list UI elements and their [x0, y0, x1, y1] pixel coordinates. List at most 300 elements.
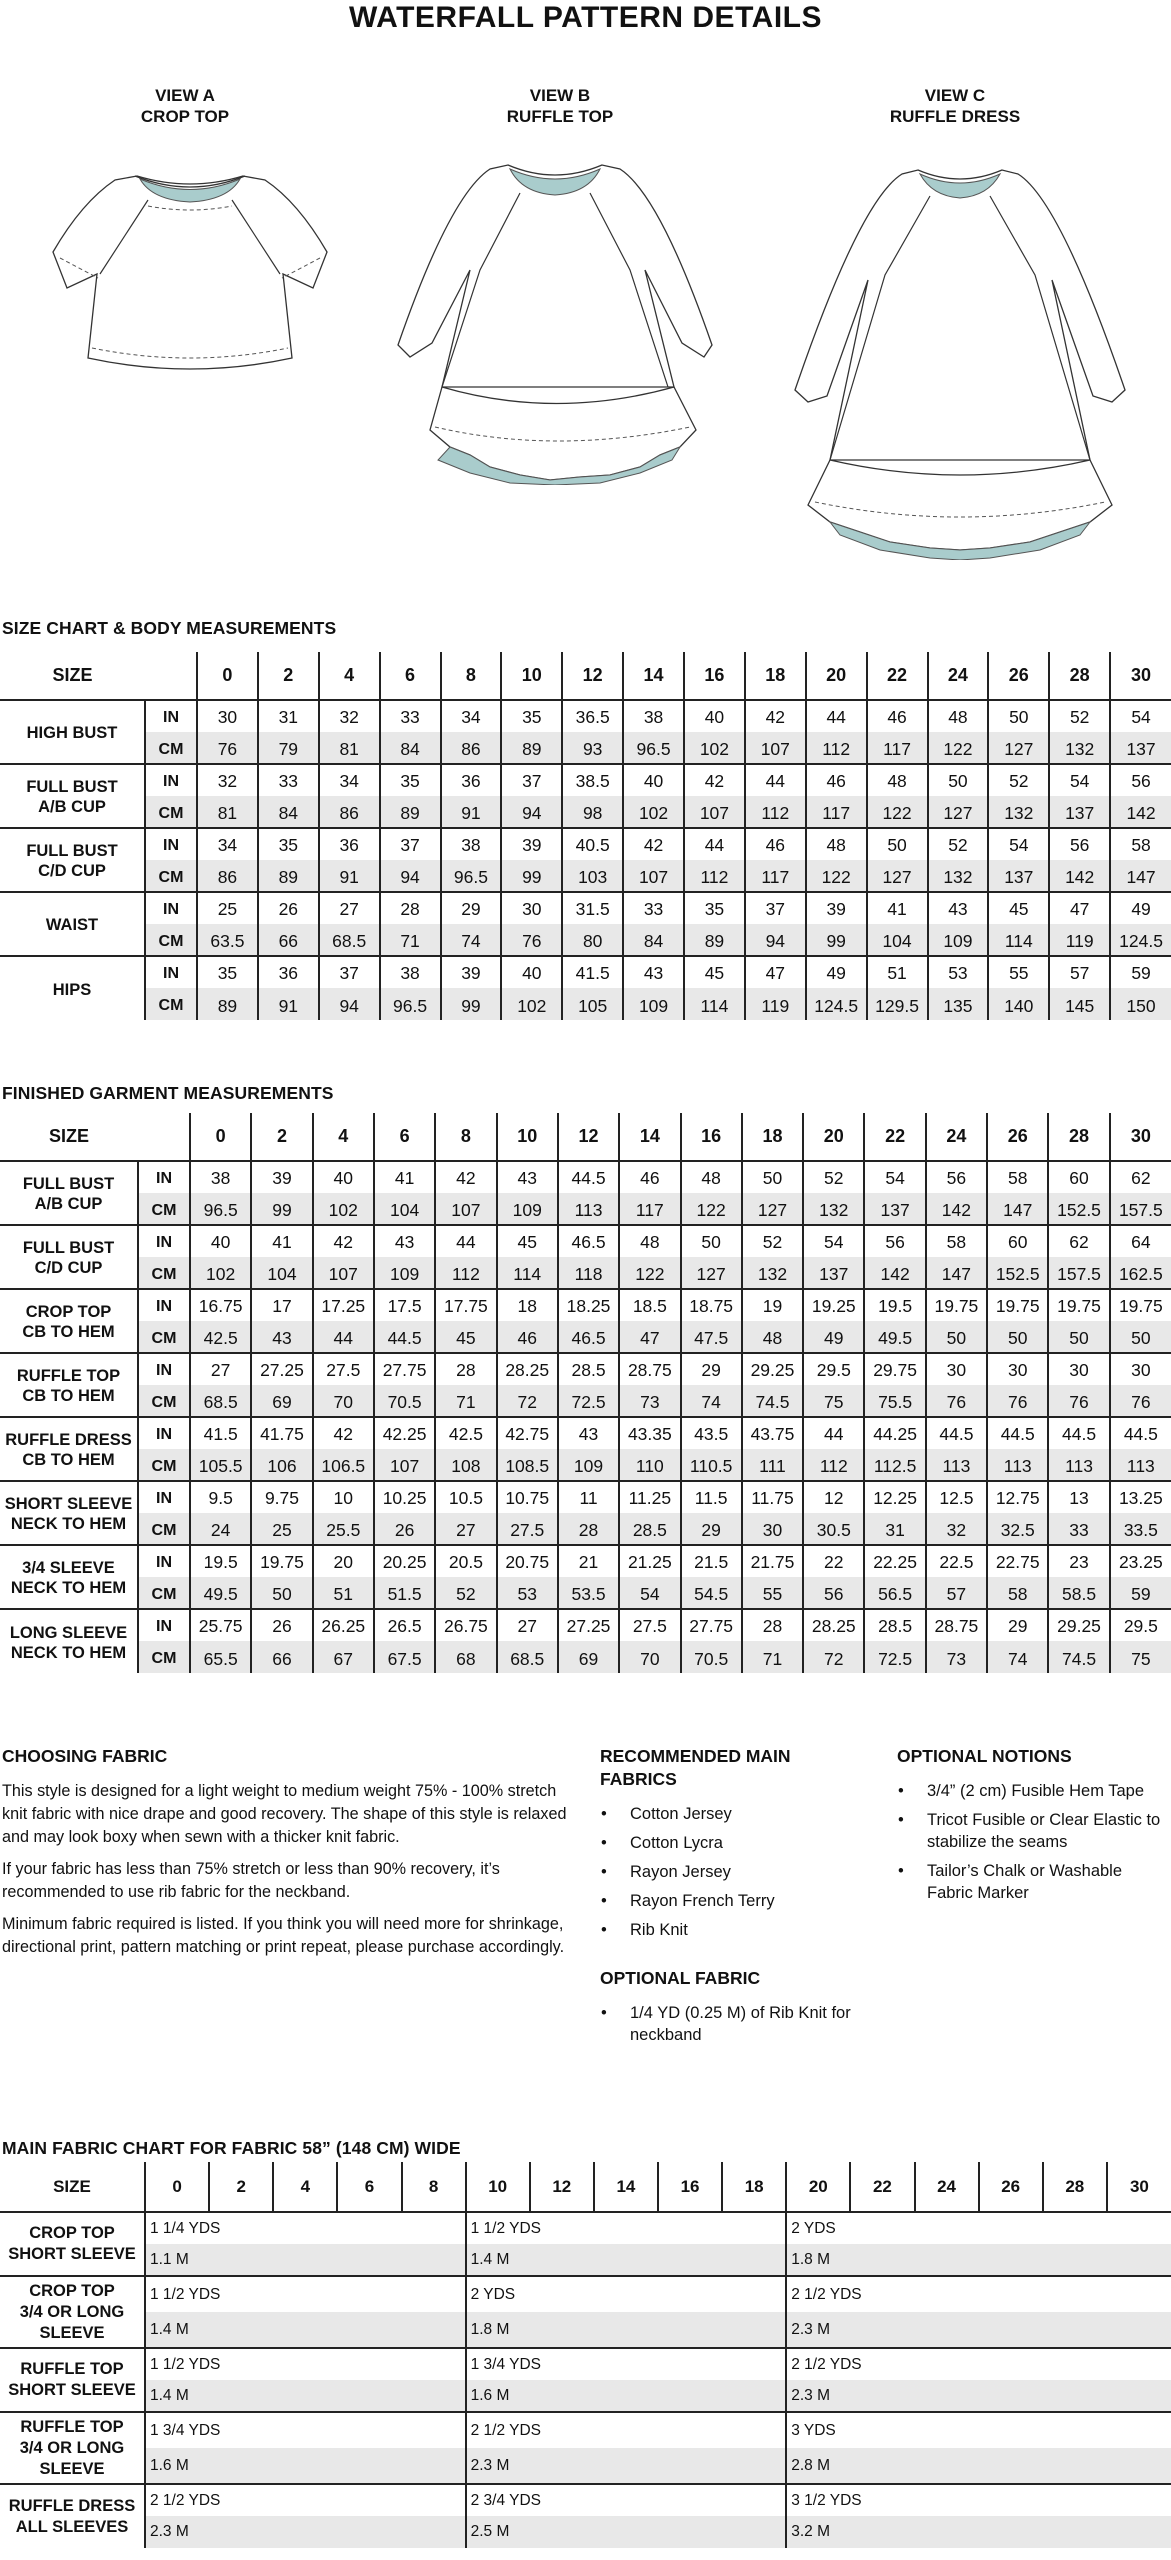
view-b-label: VIEW B: [529, 86, 591, 105]
value-in: 25: [197, 892, 258, 924]
value-in: 43: [497, 1161, 558, 1193]
value-in: 18.25: [558, 1289, 619, 1321]
unit-cm-label: CM: [138, 1641, 190, 1673]
value-cm: 103: [562, 860, 623, 892]
value-cm: 55: [742, 1577, 803, 1609]
value-cm: 66: [251, 1641, 312, 1673]
value-in: 42: [313, 1225, 374, 1257]
value-in: 25.75: [190, 1609, 251, 1641]
value-cm: 75: [803, 1385, 864, 1417]
value-in: 35: [197, 956, 258, 988]
value-in: 12: [803, 1481, 864, 1513]
size-column-header: 16: [684, 652, 745, 700]
value-cm: 49.5: [190, 1577, 251, 1609]
value-cm: 81: [319, 732, 380, 764]
value-in: 53: [928, 956, 989, 988]
value-in: 54: [988, 828, 1049, 860]
value-cm: 109: [374, 1257, 435, 1289]
value-cm: 112: [803, 1449, 864, 1481]
value-in: 9.5: [190, 1481, 251, 1513]
value-cm: 152.5: [1048, 1193, 1109, 1225]
recommended-fabrics-list: [600, 1803, 860, 1941]
yardage-value: 2 1/2 YDS: [466, 2412, 787, 2448]
value-cm: 94: [380, 860, 441, 892]
size-column-header: 6: [374, 1113, 435, 1161]
yardage-value: 2 YDS: [786, 2212, 1171, 2244]
value-cm: 24: [190, 1513, 251, 1545]
view-c-name: RUFFLE DRESS: [889, 107, 1021, 126]
value-cm: 32: [926, 1513, 987, 1545]
value-in: 31: [258, 700, 319, 732]
value-cm: 45: [435, 1321, 496, 1353]
value-cm: 109: [623, 988, 684, 1020]
pattern-views: [0, 85, 1171, 555]
value-in: 43: [558, 1417, 619, 1449]
value-cm: 43: [251, 1321, 312, 1353]
optional-fabric-list: [600, 2002, 860, 2046]
value-in: 19.75: [251, 1545, 312, 1577]
value-cm: 84: [380, 732, 441, 764]
meter-value: 2.5 M: [466, 2516, 787, 2548]
value-cm: 99: [806, 924, 867, 956]
value-in: 17: [251, 1289, 312, 1321]
table-row: [0, 1257, 1171, 1289]
size-column-header: 24: [928, 652, 989, 700]
value-cm: 30.5: [803, 1513, 864, 1545]
value-cm: 112: [684, 860, 745, 892]
value-cm: 132: [928, 860, 989, 892]
value-cm: 104: [251, 1257, 312, 1289]
value-cm: 70.5: [374, 1385, 435, 1417]
unit-cm-label: CM: [145, 732, 197, 764]
value-in: 22: [803, 1545, 864, 1577]
value-cm: 28.5: [619, 1513, 680, 1545]
row-label: RUFFLE TOP SHORT SLEEVE: [0, 2348, 145, 2412]
meter-value: 1.8 M: [786, 2244, 1171, 2276]
table-row: [0, 2380, 1171, 2412]
value-cm: 84: [258, 796, 319, 828]
value-cm: 75.5: [864, 1385, 925, 1417]
value-cm: 74: [681, 1385, 742, 1417]
value-in: 38: [190, 1161, 251, 1193]
value-in: 58: [926, 1225, 987, 1257]
value-cm: 80: [562, 924, 623, 956]
recommended-fabrics-title: RECOMMENDED MAIN FABRICS: [600, 1746, 791, 1789]
value-cm: 57: [926, 1577, 987, 1609]
fabric-chart-title: MAIN FABRIC CHART FOR FABRIC 58” (148 CM) WIDE: [2, 2138, 461, 2158]
value-cm: 72: [803, 1641, 864, 1673]
row-label: RUFFLE DRESS CB TO HEM: [0, 1417, 138, 1481]
unit-cm-label: CM: [138, 1257, 190, 1289]
size-column-header: 28: [1048, 1113, 1109, 1161]
value-in: 36: [319, 828, 380, 860]
size-column-header: 20: [806, 652, 867, 700]
header-row: [0, 652, 1171, 700]
size-column-header: 4: [313, 1113, 374, 1161]
view-c-label: VIEW C: [924, 86, 986, 105]
value-in: 28: [380, 892, 441, 924]
unit-in-label: IN: [145, 828, 197, 860]
size-column-header: 4: [273, 2162, 337, 2212]
list-item: • Rib Knit: [600, 1919, 860, 1941]
value-in: 41: [251, 1225, 312, 1257]
table-row: [0, 1353, 1171, 1385]
list-item: • Rayon French Terry: [600, 1890, 860, 1912]
size-column-header: 10: [497, 1113, 558, 1161]
value-in: 44: [803, 1417, 864, 1449]
unit-in-label: IN: [138, 1161, 190, 1193]
value-in: 19: [742, 1289, 803, 1321]
value-cm: 74: [987, 1641, 1048, 1673]
value-cm: 70: [313, 1385, 374, 1417]
value-in: 13.25: [1110, 1481, 1171, 1513]
table-row: [0, 1481, 1171, 1513]
value-in: 47: [1049, 892, 1110, 924]
value-cm: 50: [926, 1321, 987, 1353]
value-in: 19.75: [1110, 1289, 1171, 1321]
value-cm: 91: [441, 796, 502, 828]
list-item: • 1/4 YD (0.25 M) of Rib Knit for neckband: [600, 2002, 860, 2046]
value-cm: 109: [497, 1193, 558, 1225]
header-row: [0, 2162, 1171, 2212]
value-cm: 79: [258, 732, 319, 764]
value-cm: 49: [803, 1321, 864, 1353]
value-in: 37: [501, 764, 562, 796]
value-in: 44.5: [1048, 1417, 1109, 1449]
fabric-chart-table: [0, 2162, 1171, 2548]
size-header: SIZE: [0, 2162, 145, 2212]
meter-value: 2.3 M: [786, 2312, 1171, 2348]
size-column-header: 26: [988, 652, 1049, 700]
value-in: 28: [742, 1609, 803, 1641]
value-cm: 124.5: [1110, 924, 1171, 956]
header-spacer: [145, 652, 197, 700]
value-in: 38: [380, 956, 441, 988]
value-in: 27.25: [558, 1609, 619, 1641]
value-cm: 96.5: [190, 1193, 251, 1225]
yardage-value: 1 3/4 YDS: [145, 2412, 466, 2448]
row-label: SHORT SLEEVE NECK TO HEM: [0, 1481, 138, 1545]
value-cm: 157.5: [1110, 1193, 1171, 1225]
value-in: 34: [319, 764, 380, 796]
row-label: RUFFLE TOP 3/4 OR LONG SLEEVE: [0, 2412, 145, 2484]
size-column-header: 20: [786, 2162, 850, 2212]
yardage-value: 1 1/2 YDS: [466, 2212, 787, 2244]
value-in: 44: [684, 828, 745, 860]
row-label: FULL BUST A/B CUP: [0, 1161, 138, 1225]
value-cm: 127: [928, 796, 989, 828]
optional-notions-title: OPTIONAL NOTIONS: [897, 1746, 1072, 1766]
value-in: 11.25: [619, 1481, 680, 1513]
value-in: 44: [806, 700, 867, 732]
unit-cm-label: CM: [138, 1193, 190, 1225]
value-cm: 129.5: [867, 988, 928, 1020]
value-in: 62: [1048, 1225, 1109, 1257]
size-column-header: 12: [530, 2162, 594, 2212]
size-column-header: 2: [258, 652, 319, 700]
value-in: 48: [867, 764, 928, 796]
value-cm: 91: [258, 988, 319, 1020]
value-in: 10.5: [435, 1481, 496, 1513]
row-label: RUFFLE DRESS ALL SLEEVES: [8, 2496, 136, 2536]
value-cm: 127: [988, 732, 1049, 764]
value-cm: 74.5: [742, 1385, 803, 1417]
row-label: FULL BUST A/B CUP: [0, 764, 145, 828]
value-in: 41.75: [251, 1417, 312, 1449]
crop-top-illustration-icon: [40, 170, 340, 370]
value-cm: 75: [1110, 1641, 1171, 1673]
value-cm: 89: [684, 924, 745, 956]
value-cm: 30: [742, 1513, 803, 1545]
value-in: 30: [197, 700, 258, 732]
value-cm: 76: [501, 924, 562, 956]
value-in: 29.75: [864, 1353, 925, 1385]
size-column-header: 22: [864, 1113, 925, 1161]
value-in: 30: [987, 1353, 1048, 1385]
size-column-header: 8: [441, 652, 502, 700]
value-in: 20.75: [497, 1545, 558, 1577]
view-a-label: VIEW A: [155, 86, 215, 105]
value-in: 44.25: [864, 1417, 925, 1449]
meter-value: 1.8 M: [466, 2312, 787, 2348]
value-in: 56: [864, 1225, 925, 1257]
size-chart-table: [0, 652, 1171, 1020]
meter-value: 2.3 M: [786, 2380, 1171, 2412]
value-in: 46: [867, 700, 928, 732]
table-row: [0, 1225, 1171, 1257]
size-column-header: 30: [1110, 652, 1171, 700]
value-in: 37: [380, 828, 441, 860]
value-in: 36: [441, 764, 502, 796]
value-in: 9.75: [251, 1481, 312, 1513]
value-cm: 142: [1110, 796, 1171, 828]
value-in: 16.75: [190, 1289, 251, 1321]
yardage-value: 1 3/4 YDS: [466, 2348, 787, 2380]
value-in: 27.25: [251, 1353, 312, 1385]
meter-value: 3.2 M: [786, 2516, 1171, 2548]
value-in: 44.5: [558, 1161, 619, 1193]
size-header: SIZE: [0, 1113, 138, 1161]
value-cm: 56.5: [864, 1577, 925, 1609]
value-cm: 28: [558, 1513, 619, 1545]
value-in: 58: [1110, 828, 1171, 860]
value-cm: 68.5: [190, 1385, 251, 1417]
value-in: 17.25: [313, 1289, 374, 1321]
value-cm: 49.5: [864, 1321, 925, 1353]
value-cm: 89: [380, 796, 441, 828]
view-c: [865, 85, 1045, 127]
choosing-fabric-paragraph: This style is designed for a light weight to medium weight 75% - 100% stretch knit fabric with nice drape and good recovery. The shape of this style is relaxed and may look boxy when sewn with a thicker knit fabric.: [2, 1782, 567, 1846]
value-cm: 102: [623, 796, 684, 828]
table-row: [0, 1449, 1171, 1481]
value-in: 27: [497, 1609, 558, 1641]
value-cm: 137: [988, 860, 1049, 892]
value-cm: 122: [681, 1193, 742, 1225]
size-column-header: 22: [850, 2162, 914, 2212]
value-cm: 157.5: [1048, 1257, 1109, 1289]
size-column-header: 14: [619, 1113, 680, 1161]
yardage-value: 1 1/2 YDS: [145, 2348, 466, 2380]
value-cm: 68: [435, 1641, 496, 1673]
value-in: 42.75: [497, 1417, 558, 1449]
table-row: [0, 1513, 1171, 1545]
value-in: 43.5: [681, 1417, 742, 1449]
row-label: FULL BUST C/D CUP: [0, 828, 145, 892]
value-in: 28.25: [497, 1353, 558, 1385]
value-cm: 132: [742, 1257, 803, 1289]
value-in: 30: [501, 892, 562, 924]
value-in: 40: [313, 1161, 374, 1193]
value-in: 52: [742, 1225, 803, 1257]
value-cm: 63.5: [197, 924, 258, 956]
value-in: 54: [864, 1161, 925, 1193]
value-in: 50: [988, 700, 1049, 732]
value-in: 32: [197, 764, 258, 796]
unit-in-label: IN: [145, 700, 197, 732]
value-cm: 105.5: [190, 1449, 251, 1481]
unit-cm-label: CM: [138, 1449, 190, 1481]
unit-in-label: IN: [138, 1225, 190, 1257]
value-in: 39: [251, 1161, 312, 1193]
value-in: 21.5: [681, 1545, 742, 1577]
value-in: 44.5: [1110, 1417, 1171, 1449]
value-in: 42.5: [435, 1417, 496, 1449]
value-cm: 127: [742, 1193, 803, 1225]
value-cm: 106: [251, 1449, 312, 1481]
value-cm: 54.5: [681, 1577, 742, 1609]
value-cm: 59: [1110, 1577, 1171, 1609]
unit-in-label: IN: [145, 956, 197, 988]
size-column-header: 2: [251, 1113, 312, 1161]
size-column-header: 8: [402, 2162, 466, 2212]
size-header: SIZE: [0, 652, 145, 700]
size-column-header: 10: [466, 2162, 530, 2212]
row-label: CROP TOP 3/4 OR LONG SLEEVE: [0, 2276, 145, 2348]
row-label: 3/4 SLEEVE NECK TO HEM: [0, 1545, 138, 1609]
value-in: 23: [1048, 1545, 1109, 1577]
ruffle-dress-illustration-icon: [790, 160, 1130, 560]
value-cm: 142: [1049, 860, 1110, 892]
value-cm: 114: [684, 988, 745, 1020]
value-cm: 102: [313, 1193, 374, 1225]
finished-garment-title: FINISHED GARMENT MEASUREMENTS: [2, 1083, 334, 1103]
value-in: 28: [435, 1353, 496, 1385]
value-cm: 107: [435, 1193, 496, 1225]
value-cm: 132: [1049, 732, 1110, 764]
value-cm: 137: [1049, 796, 1110, 828]
value-in: 46.5: [558, 1225, 619, 1257]
row-label: CROP TOP CB TO HEM: [0, 1289, 138, 1353]
value-cm: 65.5: [190, 1641, 251, 1673]
value-cm: 96.5: [380, 988, 441, 1020]
list-item: • 3/4” (2 cm) Fusible Hem Tape: [897, 1780, 1167, 1802]
table-row: [0, 1609, 1171, 1641]
size-column-header: 30: [1110, 1113, 1171, 1161]
header-spacer: [138, 1113, 190, 1161]
value-in: 18.75: [681, 1289, 742, 1321]
value-in: 26.5: [374, 1609, 435, 1641]
value-cm: 107: [684, 796, 745, 828]
value-in: 37: [745, 892, 806, 924]
value-in: 44.5: [926, 1417, 987, 1449]
value-cm: 140: [988, 988, 1049, 1020]
value-cm: 111: [742, 1449, 803, 1481]
unit-cm-label: CM: [145, 924, 197, 956]
value-in: 38.5: [562, 764, 623, 796]
value-in: 26: [258, 892, 319, 924]
table-row: [0, 1417, 1171, 1449]
value-cm: 76: [926, 1385, 987, 1417]
table-row: [0, 956, 1171, 988]
value-cm: 137: [803, 1257, 864, 1289]
value-cm: 152.5: [987, 1257, 1048, 1289]
value-in: 28.75: [619, 1353, 680, 1385]
value-in: 26: [251, 1609, 312, 1641]
yardage-value: 2 1/2 YDS: [786, 2276, 1171, 2312]
value-cm: 99: [251, 1193, 312, 1225]
value-cm: 107: [623, 860, 684, 892]
optional-fabric-title: OPTIONAL FABRIC: [600, 1968, 761, 1988]
value-in: 34: [441, 700, 502, 732]
value-cm: 46: [497, 1321, 558, 1353]
value-in: 35: [684, 892, 745, 924]
value-cm: 27: [435, 1513, 496, 1545]
value-cm: 76: [1048, 1385, 1109, 1417]
value-in: 12.75: [987, 1481, 1048, 1513]
value-in: 46: [745, 828, 806, 860]
value-in: 28.25: [803, 1609, 864, 1641]
value-cm: 53.5: [558, 1577, 619, 1609]
value-cm: 150: [1110, 988, 1171, 1020]
value-cm: 135: [928, 988, 989, 1020]
value-cm: 96.5: [623, 732, 684, 764]
unit-cm-label: CM: [138, 1321, 190, 1353]
value-in: 45: [684, 956, 745, 988]
table-row: [0, 2412, 1171, 2448]
value-in: 59: [1110, 956, 1171, 988]
value-cm: 102: [190, 1257, 251, 1289]
size-column-header: 6: [380, 652, 441, 700]
value-in: 41: [374, 1161, 435, 1193]
choosing-fabric-paragraph: If your fabric has less than 75% stretch or less than 90% recovery, it’s recommended to use rib fabric for the neckband.: [2, 1860, 500, 1901]
value-cm: 66: [258, 924, 319, 956]
value-cm: 104: [867, 924, 928, 956]
yardage-value: 2 YDS: [466, 2276, 787, 2312]
value-cm: 124.5: [806, 988, 867, 1020]
table-row: [0, 764, 1171, 796]
value-in: 19.75: [926, 1289, 987, 1321]
value-in: 48: [806, 828, 867, 860]
value-in: 56: [926, 1161, 987, 1193]
value-cm: 86: [319, 796, 380, 828]
value-in: 31.5: [562, 892, 623, 924]
value-in: 56: [1049, 828, 1110, 860]
value-in: 60: [987, 1225, 1048, 1257]
value-in: 35: [380, 764, 441, 796]
value-in: 29: [681, 1353, 742, 1385]
size-column-header: 16: [658, 2162, 722, 2212]
value-in: 41: [867, 892, 928, 924]
value-cm: 106.5: [313, 1449, 374, 1481]
unit-cm-label: CM: [145, 796, 197, 828]
value-cm: 118: [558, 1257, 619, 1289]
list-item: • Cotton Jersey: [600, 1803, 860, 1825]
value-in: 50: [742, 1161, 803, 1193]
table-row: [0, 796, 1171, 828]
value-cm: 107: [374, 1449, 435, 1481]
value-in: 21.75: [742, 1545, 803, 1577]
table-row: [0, 2276, 1171, 2312]
